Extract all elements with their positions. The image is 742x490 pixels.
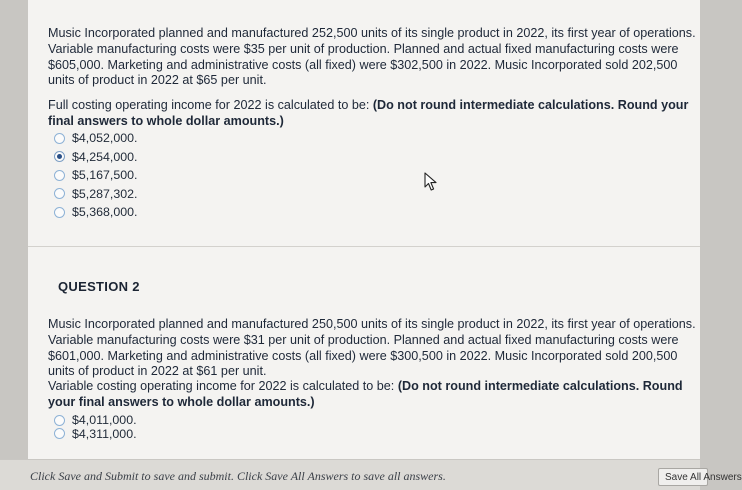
question2-heading: QUESTION 2 bbox=[58, 279, 140, 294]
question1-option[interactable] bbox=[54, 185, 137, 204]
question2-line: $601,000. Marketing and administrative costs (all fixed) were $300,500 in 2022. Music Incorporated sold 200,500 bbox=[48, 348, 678, 363]
option-label: $4,254,000. bbox=[72, 149, 138, 164]
question2-options bbox=[54, 411, 137, 441]
question1-prompt bbox=[48, 98, 688, 130]
question2-text bbox=[48, 317, 696, 380]
question1-rounding-note-cont: final answers to whole dollar amounts.) bbox=[48, 113, 284, 128]
option-label: $4,052,000. bbox=[72, 131, 138, 146]
radio-button[interactable] bbox=[54, 428, 65, 439]
question2-rounding-note: (Do not round intermediate calculations. Round bbox=[397, 379, 683, 393]
save-all-answers-button[interactable]: Save All Answers bbox=[658, 468, 708, 486]
radio-button[interactable] bbox=[54, 207, 65, 218]
option-label: $5,167,500. bbox=[72, 168, 138, 183]
question2-prompt-text: Variable costing operating income for 2022 is calculated to be: bbox=[48, 379, 398, 393]
question1-rounding-note: (Do not round intermediate calculations. Round your bbox=[372, 98, 689, 112]
radio-button-selected[interactable] bbox=[54, 151, 65, 162]
question1-line: units of product in 2022 at $65 per unit. bbox=[48, 73, 267, 88]
question1-option[interactable] bbox=[54, 203, 137, 222]
question1-line: $605,000. Marketing and administrative costs (all fixed) were $302,500 in 2022. Music Incorporated sold 202,500 bbox=[48, 57, 678, 72]
footer-bar bbox=[0, 459, 700, 490]
footer-instruction: Click Save and Submit to save and submit. Click Save All Answers to save all answers. bbox=[30, 469, 446, 483]
question1-line: Variable manufacturing costs were $35 per unit of production. Planned and actual fixed manufacturing costs were bbox=[48, 41, 679, 56]
option-label: $5,287,302. bbox=[72, 186, 138, 201]
question1-prompt-text: Full costing operating income for 2022 is calculated to be: bbox=[48, 98, 373, 112]
radio-button[interactable] bbox=[54, 188, 65, 199]
question2-option-partial[interactable] bbox=[54, 426, 137, 441]
radio-button[interactable] bbox=[54, 415, 65, 426]
question1-text bbox=[48, 26, 696, 89]
question1-option[interactable] bbox=[54, 148, 137, 167]
question1-option[interactable] bbox=[54, 129, 137, 148]
question2-line: Music Incorporated planned and manufactured 250,500 units of its single product in 2022, its first year of operations. bbox=[48, 317, 696, 331]
question2-rounding-note-cont: your final answers to whole dollar amounts.) bbox=[48, 394, 315, 409]
question-divider bbox=[28, 246, 700, 247]
option-label: $5,368,000. bbox=[72, 205, 138, 220]
question2-line: Variable manufacturing costs were $31 per unit of production. Planned and actual fixed manufacturing costs were bbox=[48, 332, 679, 347]
option-label: $4,311,000. bbox=[72, 426, 137, 441]
question1-options bbox=[54, 129, 137, 222]
question1-option[interactable] bbox=[54, 166, 137, 185]
radio-button[interactable] bbox=[54, 133, 65, 144]
question2-line: units of product in 2022 at $61 per unit. bbox=[48, 364, 267, 379]
question1-line: Music Incorporated planned and manufactured 252,500 units of its single product in 2022, its first year of operations. bbox=[48, 26, 696, 40]
radio-button[interactable] bbox=[54, 170, 65, 181]
option-label: $4,011,000. bbox=[72, 413, 137, 428]
mouse-pointer-icon bbox=[424, 172, 438, 192]
question2-prompt bbox=[48, 379, 683, 411]
